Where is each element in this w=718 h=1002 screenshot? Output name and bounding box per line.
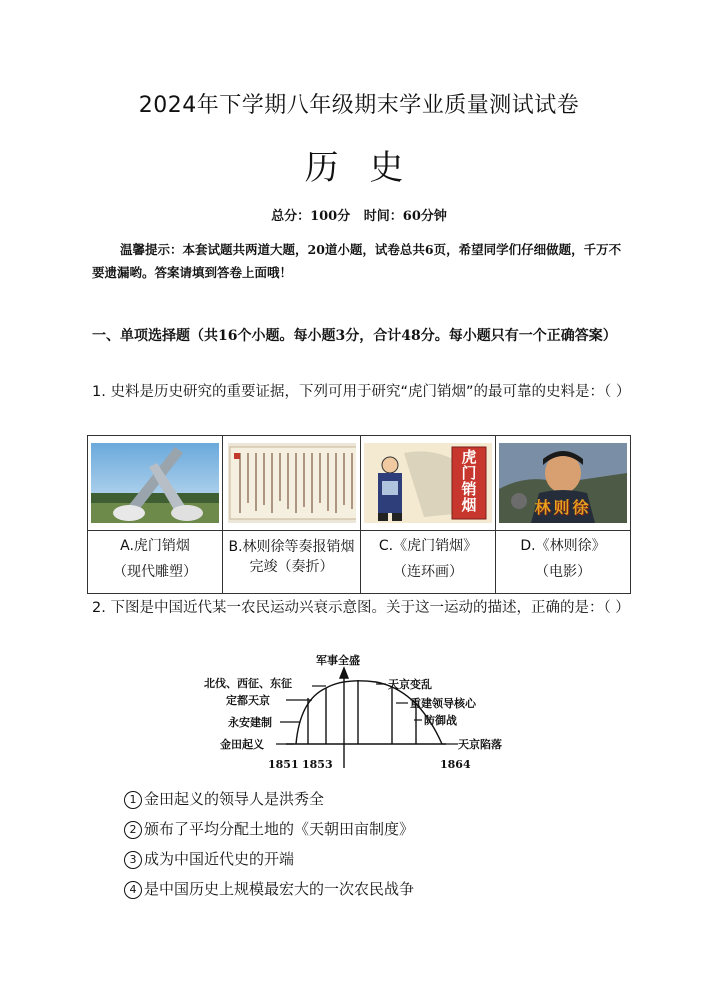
choice-b-caption[interactable]: B.林则徐等奏报销烟完竣（奏折） bbox=[223, 531, 361, 594]
diagram-right-label-3: 防御战 bbox=[424, 714, 457, 727]
question-2-text: 2. 下图是中国近代某一农民运动兴衰示意图。关于这一运动的描述，正确的是：（ ） bbox=[92, 600, 630, 616]
diagram-left-label-4: 金田起义 bbox=[220, 738, 264, 751]
comic-title-text: 虎门销烟 bbox=[461, 448, 477, 514]
q2-option-2[interactable]: 2 颁布了平均分配土地的《天朝田亩制度》 bbox=[124, 818, 414, 839]
option-number-circle: 3 bbox=[124, 851, 142, 869]
memorial-document-image bbox=[228, 443, 356, 523]
q2-option-1[interactable]: 1 金田起义的领导人是洪秀全 bbox=[124, 788, 324, 809]
film-title-text: 林则徐 bbox=[534, 498, 592, 517]
diagram-right-label-1: 天京变乱 bbox=[388, 678, 432, 691]
choice-b-image-cell bbox=[223, 436, 361, 531]
exam-tip: 温馨提示：本套试题共两道大题，20道小题，试卷总共6页，希望同学们仔细做题，千万不要遗漏哟。答案请填到答卷上面哦！ bbox=[92, 242, 622, 280]
diagram-right-label-2: 重建领导核心 bbox=[410, 697, 476, 710]
diagram-year-1864: 1864 bbox=[440, 758, 471, 771]
diagram-year-1851: 1851 bbox=[268, 758, 299, 771]
peasant-movement-diagram bbox=[196, 648, 502, 778]
sculpture-image bbox=[91, 443, 219, 523]
q2-option-4[interactable]: 4 是中国历史上规模最宏大的一次农民战争 bbox=[124, 878, 414, 899]
option-number-circle: 4 bbox=[124, 881, 142, 899]
comic-image bbox=[364, 443, 492, 523]
option-number-circle: 2 bbox=[124, 821, 142, 839]
choice-d-image-cell bbox=[496, 436, 631, 531]
choice-c-caption[interactable]: C.《虎门销烟》 （连环画） bbox=[361, 531, 496, 594]
question-1-text: 1. 史料是历史研究的重要证据，下列可用于研究“虎门销烟”的最可靠的史料是：（ ） bbox=[92, 384, 631, 400]
section-heading: 一、单项选择题（共16个小题。每小题3分，合计48分。每小题只有一个正确答案） bbox=[92, 328, 617, 344]
film-still-image bbox=[499, 443, 627, 523]
q2-option-3[interactable]: 3 成为中国近代史的开端 bbox=[124, 848, 294, 869]
diagram-right-label-4: 天京陷落 bbox=[458, 738, 502, 751]
diagram-top-label: 军事全盛 bbox=[316, 654, 360, 667]
exam-title: 2024年下学期八年级期末学业质量测试试卷 bbox=[138, 93, 580, 118]
exam-meta: 总分：100分 时间：60分钟 bbox=[271, 209, 447, 224]
option-number-circle: 1 bbox=[124, 791, 142, 809]
subject-title: 历 史 bbox=[304, 148, 414, 188]
choice-a-image-cell bbox=[88, 436, 223, 531]
diagram-left-label-2: 定都天京 bbox=[226, 694, 270, 707]
diagram-left-label-1: 北伐、西征、东征 bbox=[204, 677, 292, 690]
choice-d-caption[interactable]: D.《林则徐》 （电影） bbox=[496, 531, 631, 594]
choice-c-image-cell bbox=[361, 436, 496, 531]
diagram-year-1853: 1853 bbox=[302, 758, 333, 771]
choice-a-caption[interactable]: A.虎门销烟 （现代雕塑） bbox=[88, 531, 223, 594]
diagram-left-label-3: 永安建制 bbox=[228, 716, 272, 729]
question-1-choice-table bbox=[87, 435, 631, 594]
